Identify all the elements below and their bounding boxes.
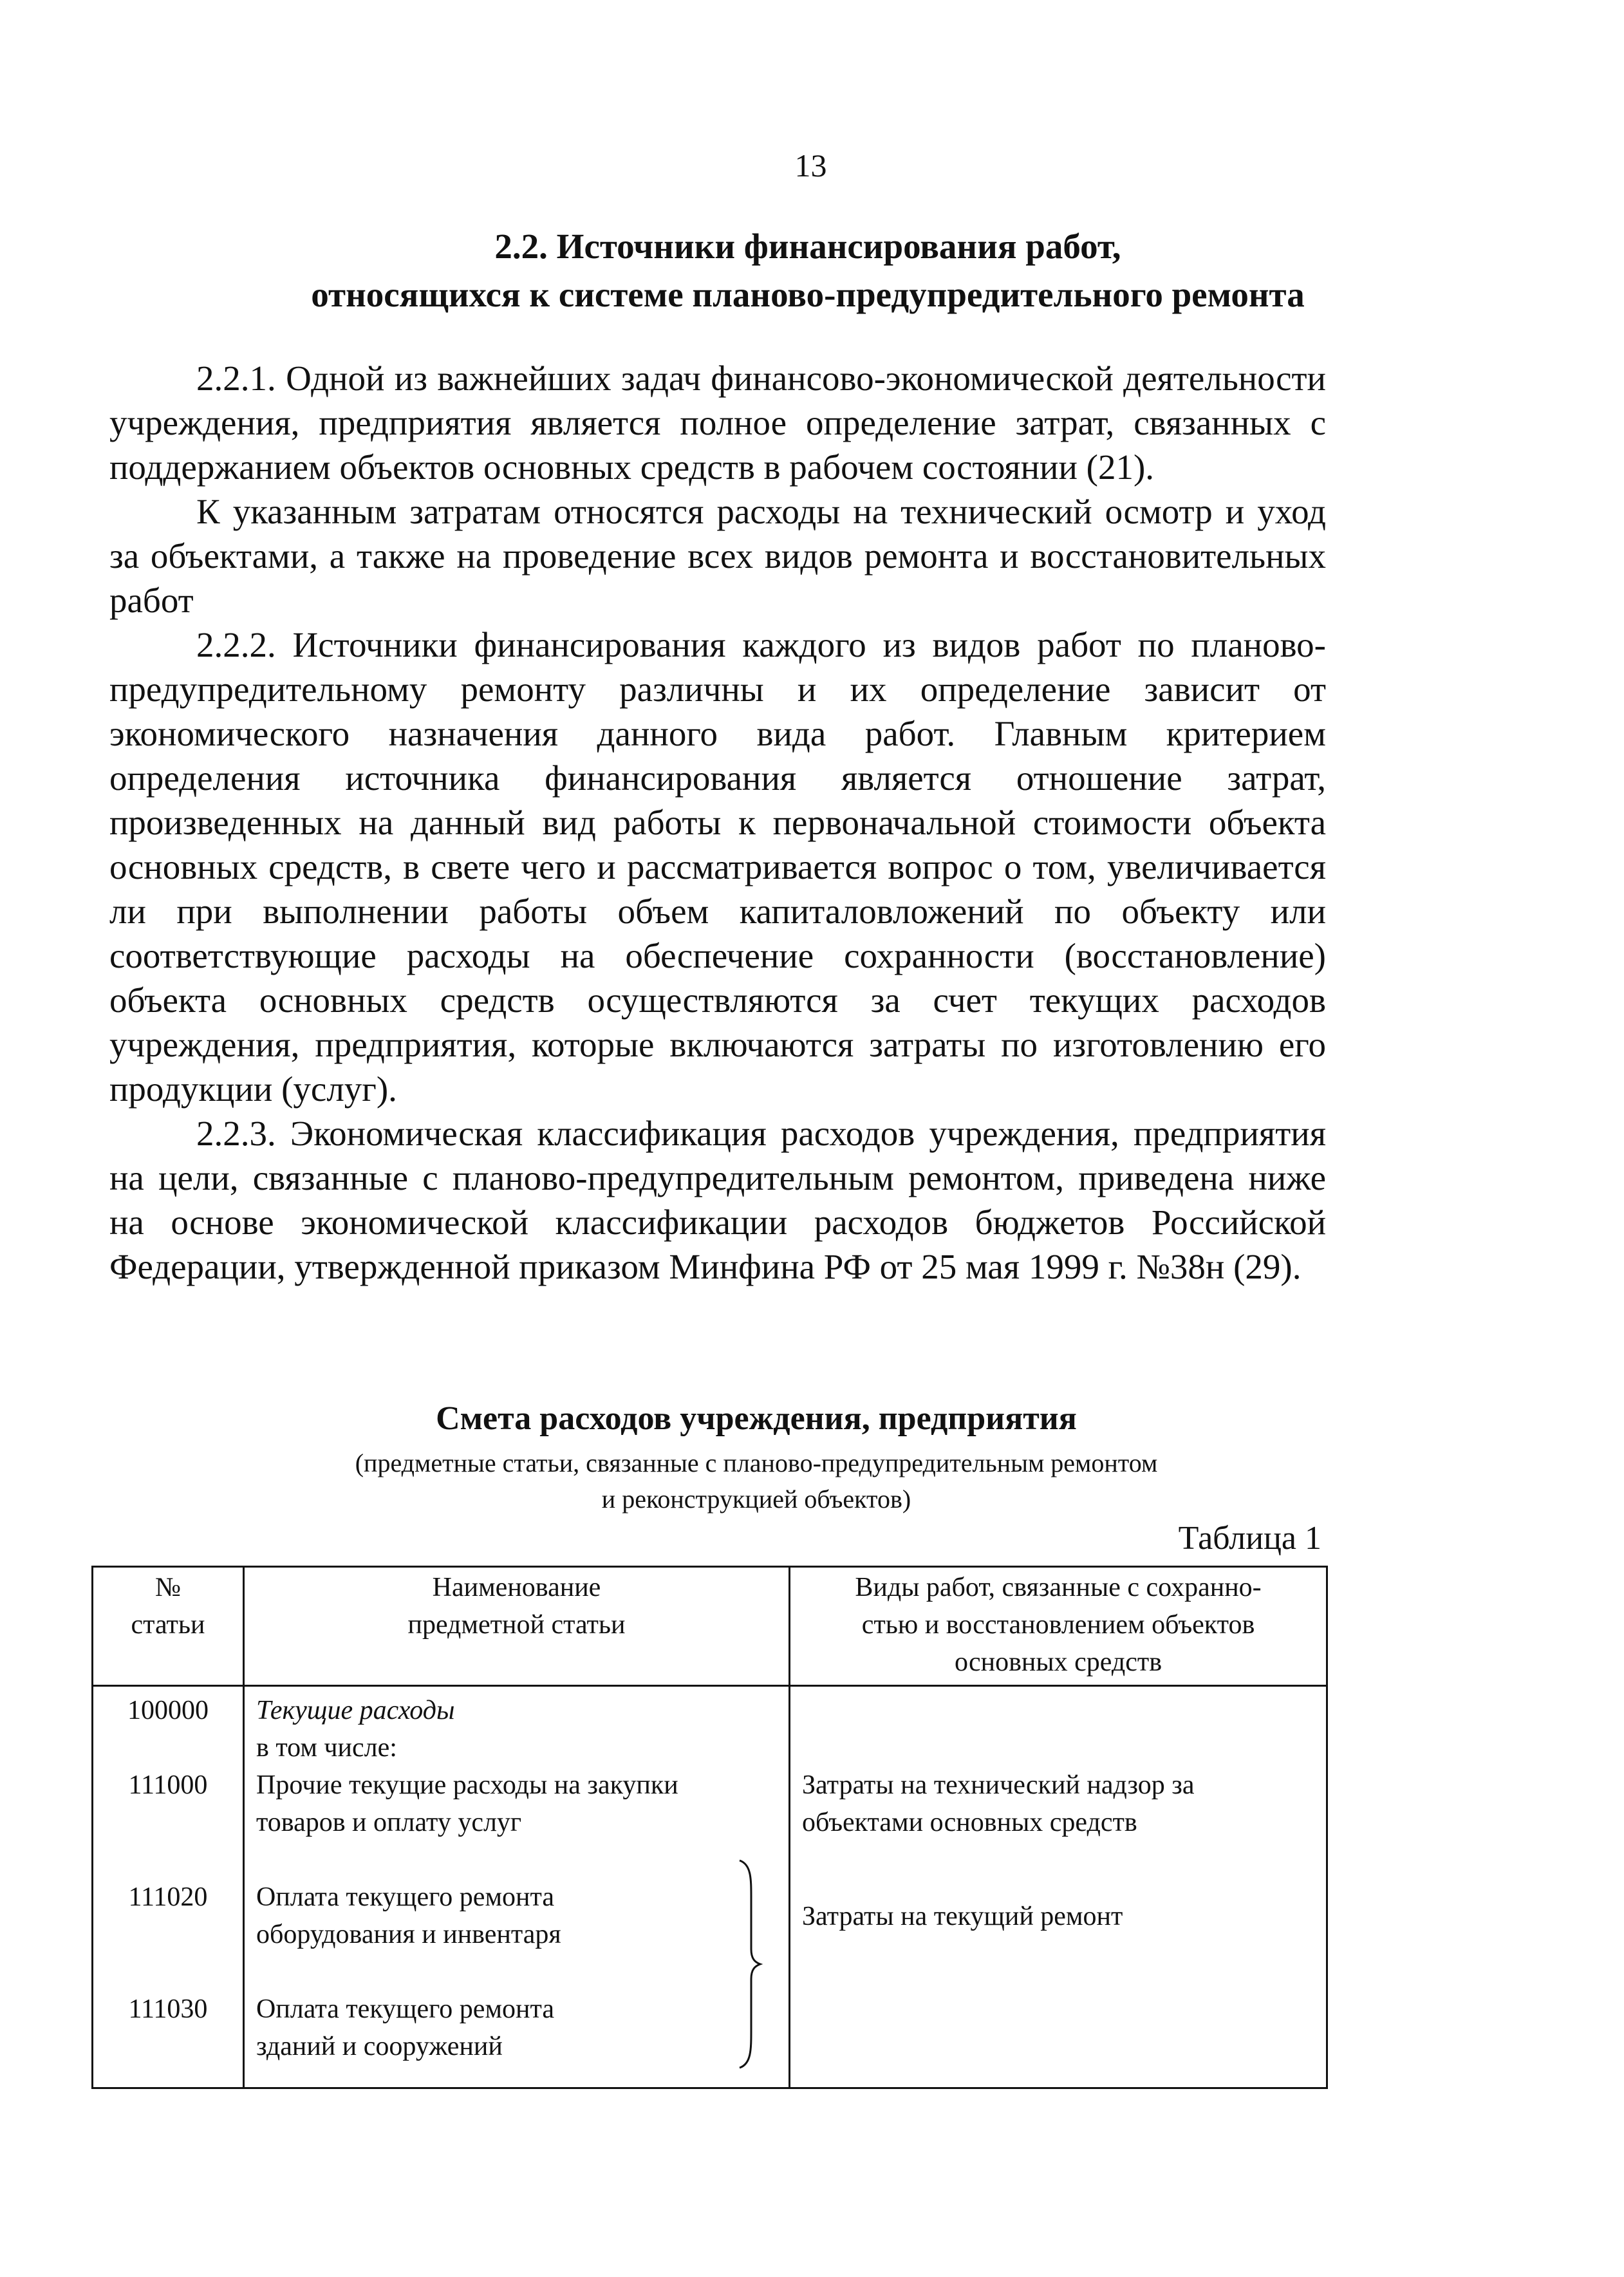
row-name-line-2: оборудования и инвентаря [256, 1920, 561, 1949]
header-col3-line-1: Виды работ, связанные с сохранно- [855, 1573, 1262, 1602]
row-name [244, 1686, 790, 1767]
row-name-line-2: в том числе: [256, 1733, 397, 1763]
table-label: Таблица 1 [1178, 1520, 1321, 1557]
row-name [244, 1766, 790, 1841]
row-work-line-2: объектами основных средств [802, 1808, 1137, 1837]
row-code: 100000 [93, 1686, 244, 1767]
estimate-subtitle [103, 1445, 1410, 1517]
row-work-line-1: Затраты на технический надзор за [802, 1770, 1195, 1800]
row-work-line-1: Затраты на текущий ремонт [802, 1902, 1123, 1931]
table-row [93, 1766, 1327, 1841]
row-work-type [790, 1953, 1327, 2088]
row-name [244, 1841, 790, 1953]
table-header-row [93, 1567, 1327, 1686]
paragraph-2-2-3: 2.2.3. Экономическая классификация расходов учреждения, предприятия на цели, связанные с планово-предупредительным ремонтом, приведена ниже на основе экономической классификации расходов бюджетов Российской Федерации, утвержденной приказом Минфина РФ от 25 мая 1999 г. №38н (29). [109, 1114, 1326, 1286]
estimate-title: Смета расходов учреждения, предприятия [436, 1400, 1077, 1437]
page-number: 13 [794, 147, 827, 183]
header-col2-line-2: предметной статьи [407, 1610, 626, 1640]
table-row [93, 1686, 1327, 1767]
estimate-subtitle-line-1: (предметные статьи, связанные с планово-предупредительным ремонтом [355, 1448, 1158, 1477]
header-col1-line-2: статьи [131, 1610, 205, 1640]
section-title-line-2: относящихся к системе планово-предупредительного ремонта [311, 275, 1305, 314]
paragraph-2-2-2: 2.2.2. Источники финансирования каждого из видов работ по планово-предупредительному ремонту различны и их определение зависит от экономического назначения данного вида работ. Главным критерием определения источника финансирования является отношение затрат, произведенных на данный вид работы к первоначальной стоимости объекта основных средств, в свете чего и рассматривается вопрос о том, увеличивается ли при выполнении работы объем капиталовложений по объекту или соответствующие расходы на обеспечение сохранности (восстановление) объекта основных средств осуществляются за счет текущих расходов учреждения, предприятия, которые включаются затраты по изготовлению его продукции (услуг). [109, 625, 1326, 1109]
paragraph-expenses: К указанным затратам относятся расходы на технический осмотр и уход за объектами, а также на проведение всех видов ремонта и восстановительных работ [109, 492, 1326, 620]
paragraph-2-2-1: 2.2.1. Одной из важнейших задач финансово-экономической деятельности учреждения, предприятия является полное определение затрат, связанных с поддержанием объектов основных средств в рабочем состоянии (21). [109, 359, 1326, 487]
header-col3-line-2: стью и восстановлением объектов [861, 1610, 1255, 1640]
header-article-number [93, 1567, 244, 1686]
header-article-name [244, 1567, 790, 1686]
row-name-line-1: Текущие расходы [256, 1696, 455, 1725]
row-name-line-2: зданий и сооружений [256, 2032, 503, 2061]
row-name [244, 1953, 790, 2088]
row-work-type [790, 1841, 1327, 1953]
header-work-types [790, 1567, 1327, 1686]
header-col3-line-3: основных средств [954, 1647, 1162, 1677]
row-name-line-1: Оплата текущего ремонта [256, 1882, 555, 1912]
row-name-line-1: Прочие текущие расходы на закупки [256, 1770, 678, 1800]
header-col2-line-1: Наименование [432, 1573, 601, 1602]
table-row [93, 1841, 1327, 1953]
header-col1-line-1: № [154, 1573, 182, 1602]
row-work-type [790, 1686, 1327, 1767]
row-code: 111000 [93, 1766, 244, 1841]
right-curly-brace-icon [737, 1859, 763, 2069]
row-code: 111030 [93, 1953, 244, 2088]
row-name-line-1: Оплата текущего ремонта [256, 1994, 555, 2024]
section-title [103, 222, 1513, 319]
body-text [109, 356, 1326, 1289]
table-row [93, 1953, 1327, 2088]
row-name-line-2: товаров и оплату услуг [256, 1808, 522, 1837]
estimate-table [91, 1566, 1328, 2089]
row-work-type [790, 1766, 1327, 1841]
section-title-line-1: 2.2. Источники финансирования работ, [494, 227, 1121, 266]
estimate-subtitle-line-2: и реконструкцией объектов) [601, 1485, 911, 1513]
row-code: 111020 [93, 1841, 244, 1953]
